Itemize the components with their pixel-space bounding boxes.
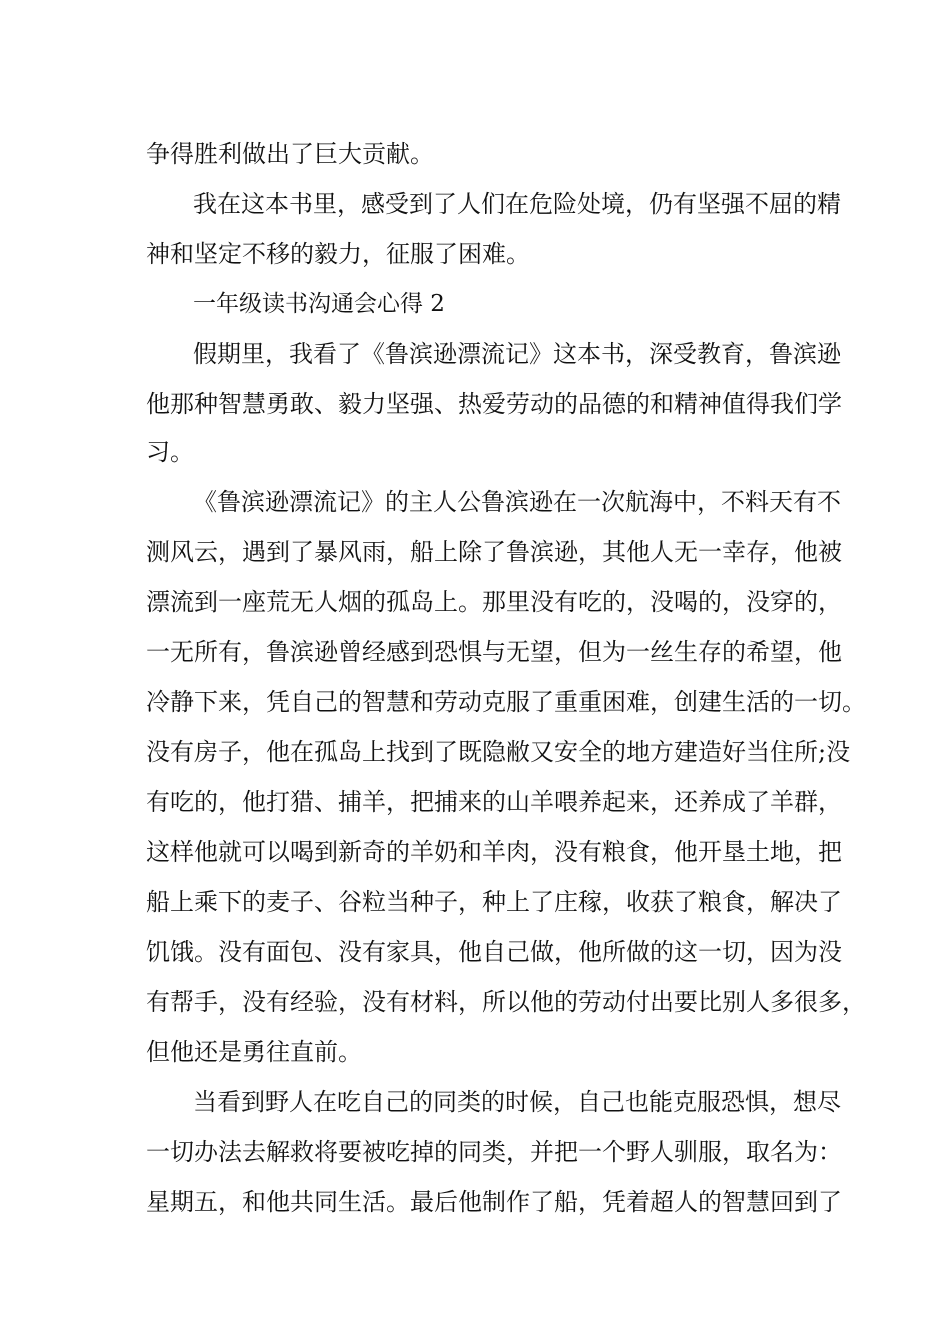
text-line: 《鲁滨逊漂流记》的主人公鲁滨逊在一次航海中，不料天有不 [193, 488, 841, 516]
text-line: 争得胜利做出了巨大贡献。 [146, 140, 434, 168]
text-line: 习。 [146, 438, 194, 466]
text-line: 神和坚定不移的毅力，征服了困难。 [146, 240, 530, 268]
text-line: 但他还是勇往直前。 [146, 1038, 362, 1066]
text-line: 冷静下来，凭自己的智慧和劳动克服了重重困难，创建生活的一切。 [146, 688, 866, 716]
section-heading: 一年级读书沟通会心得 2 [193, 291, 445, 317]
text-line: 有帮手，没有经验，没有材料，所以他的劳动付出要比别人多很多， [146, 988, 866, 1016]
text-line: 一无所有，鲁滨逊曾经感到恐惧与无望，但为一丝生存的希望，他 [146, 638, 842, 666]
text-line: 漂流到一座荒无人烟的孤岛上。那里没有吃的，没喝的，没穿的， [146, 588, 842, 616]
text-line: 他那种智慧勇敢、毅力坚强、热爱劳动的品德的和精神值得我们学 [146, 390, 842, 418]
text-line: 有吃的，他打猎、捕羊，把捕来的山羊喂养起来，还养成了羊群， [146, 788, 842, 816]
text-line: 我在这本书里，感受到了人们在危险处境，仍有坚强不屈的精 [193, 190, 841, 218]
text-line: 船上乘下的麦子、谷粒当种子，种上了庄稼，收获了粮食，解决了 [146, 888, 842, 916]
text-line: 一切办法去解救将要被吃掉的同类，并把一个野人驯服，取名为： [146, 1138, 842, 1166]
text-line: 假期里，我看了《鲁滨逊漂流记》这本书，深受教育，鲁滨逊 [193, 340, 841, 368]
text-line: 饥饿。没有面包、没有家具，他自己做，他所做的这一切，因为没 [146, 938, 842, 966]
text-line: 星期五，和他共同生活。最后他制作了船，凭着超人的智慧回到了 [146, 1188, 842, 1216]
text-line: 没有房子，他在孤岛上找到了既隐敝又安全的地方建造好当住所;没 [146, 738, 851, 766]
text-line: 当看到野人在吃自己的同类的时候，自己也能克服恐惧，想尽 [193, 1088, 841, 1116]
text-line: 测风云，遇到了暴风雨，船上除了鲁滨逊，其他人无一幸存，他被 [146, 538, 842, 566]
text-line: 这样他就可以喝到新奇的羊奶和羊肉，没有粮食，他开垦土地，把 [146, 838, 842, 866]
